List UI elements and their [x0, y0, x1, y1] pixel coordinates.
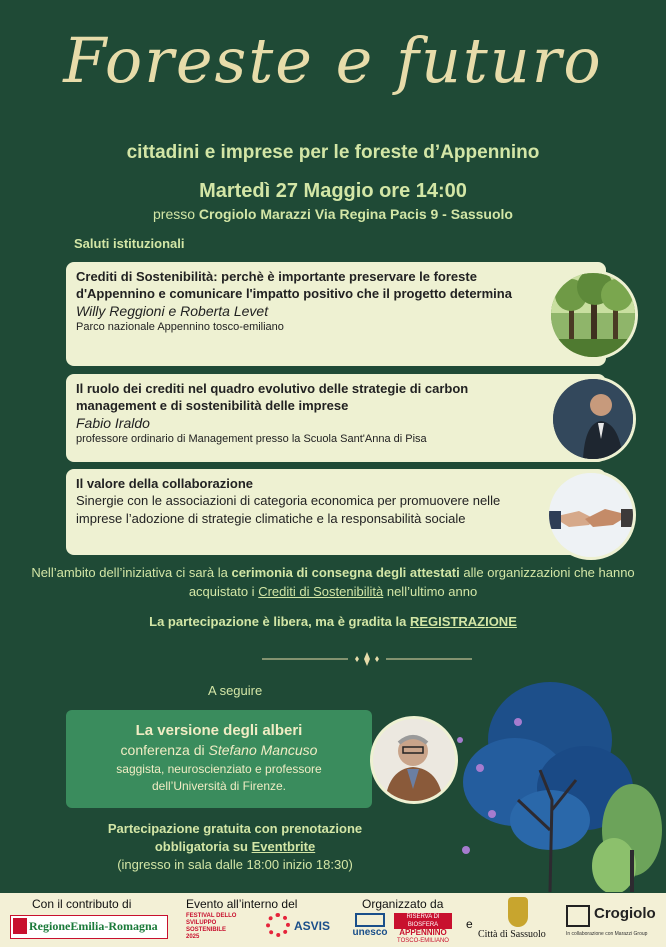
- speaker-photo-mancuso: [370, 716, 458, 804]
- speaker-photo-iraldo: [550, 376, 636, 462]
- unesco-logo: [350, 913, 390, 943]
- footer-logos: [0, 893, 666, 947]
- note-text: alle organizzazioni che hanno acquistato i: [188, 565, 635, 599]
- talk-card-3: [66, 469, 606, 555]
- appennino-logo: [394, 913, 452, 944]
- citta-sassuolo: Città di Sassuolo: [478, 929, 546, 940]
- desc-line: dell’Università di Firenze.: [151, 779, 287, 793]
- note-bold: cerimonia di consegna degli attestati: [231, 565, 460, 580]
- talk-body: Sinergie con le associazioni di categoria economica per promuovere nelle imprese l’adozione di strategie climatiche e la responsabilità sociale: [76, 493, 501, 526]
- unesco-text: unesco: [352, 927, 388, 938]
- venue-name: Crogiolo Marazzi Via Regina Pacis 9 - Sassuolo: [198, 206, 513, 222]
- talk-title: Il ruolo dei crediti nel quadro evolutivo delle strategie di carbon management e di sostenibilità delle imprese: [76, 381, 469, 413]
- registration-text: La partecipazione è libera, ma è gradita la: [149, 614, 407, 629]
- venue-prefix: presso: [153, 206, 196, 222]
- asvis-logo: ASVIS: [294, 919, 331, 933]
- mancuso-conference: [66, 742, 372, 758]
- regione-text: RegioneEmilia-Romagna: [29, 919, 158, 933]
- prenotazione-note: [60, 820, 410, 874]
- regione-logo: [10, 915, 168, 939]
- organizzato-label: Organizzato da: [362, 897, 444, 911]
- conf-speaker: Stefano Mancuso: [208, 742, 318, 758]
- a-seguire-label: A seguire: [208, 683, 263, 698]
- talk-card-1: [66, 262, 606, 366]
- conf-prefix: conferenza di: [120, 742, 205, 758]
- talk-card-2: [66, 374, 606, 462]
- event-datetime: Martedì 27 Maggio ore 14:00: [199, 180, 467, 202]
- mancuso-title: La versione degli alberi: [135, 722, 303, 739]
- mancuso-desc: [66, 761, 372, 795]
- sassuolo-crest-icon: [508, 897, 528, 927]
- handshake-photo: [546, 470, 636, 560]
- page-title: Foreste e futuro: [63, 24, 603, 97]
- unesco-temple-icon: [355, 913, 385, 927]
- appennino-text: APPENNINO: [399, 928, 447, 937]
- festival-logo: FESTIVAL DELLO SVILUPPO SOSTENIBILE 2025: [186, 913, 237, 940]
- talk-title: Crediti di Sostenibilità: perchè è importante preservare le foreste d'Appennino e comunicare l'impatto positivo che il progetto determina: [76, 269, 512, 301]
- talk-title: Il valore della collaborazione: [76, 476, 254, 491]
- riserva-text: RISERVA DI BIOSFERA: [394, 913, 452, 929]
- event-venue: [0, 206, 666, 222]
- pren-line2: obbligatoria su: [154, 839, 248, 854]
- regione-mark-icon: [13, 918, 27, 934]
- note-text: nell’ultimo anno: [386, 584, 478, 599]
- contributo-label: Con il contributo di: [32, 897, 132, 911]
- crediti-link[interactable]: Crediti di Sostenibilità: [258, 584, 384, 599]
- desc-line: saggista, neuroscienziato e professore: [116, 762, 322, 776]
- eventbrite-link[interactable]: Eventbrite: [251, 839, 316, 854]
- talk-speakers: Willy Reggioni e Roberta Levet: [76, 303, 269, 319]
- tosco-text: TOSCO-EMILIANO: [397, 938, 449, 944]
- talk-affiliation: professore ordinario di Management presso la Scuola Sant'Anna di Pisa: [76, 433, 427, 445]
- mancuso-box: [66, 710, 372, 808]
- ornament-divider: [262, 652, 472, 666]
- ceremony-note: [0, 563, 666, 601]
- note-text: Nell’ambito dell’iniziativa ci sarà la: [31, 565, 228, 580]
- forest-photo: [548, 270, 638, 360]
- pren-line3: (ingresso in sala dalle 18:00 inizio 18:30): [117, 857, 353, 872]
- pren-line1: Partecipazione gratuita con prenotazione: [107, 821, 363, 836]
- crogiolo-building-icon: [566, 905, 590, 927]
- talk-affiliation: Parco nazionale Appennino tosco-emiliano: [76, 321, 284, 333]
- crogiolo-logo: Crogiolo: [594, 905, 656, 922]
- crogiolo-sub: In collaborazione con Marazzi Group: [566, 931, 648, 937]
- registration-link[interactable]: REGISTRAZIONE: [409, 614, 517, 629]
- subtitle: cittadini e imprese per le foreste d’Appennino: [126, 142, 540, 163]
- sdg-wheel-icon: [266, 913, 290, 937]
- talk-speakers: Fabio Iraldo: [76, 415, 150, 431]
- saluti-label: Saluti istituzionali: [74, 236, 185, 251]
- and-label: e: [466, 917, 473, 931]
- registration-note: [0, 614, 666, 629]
- evento-label: Evento all’interno del: [186, 897, 298, 911]
